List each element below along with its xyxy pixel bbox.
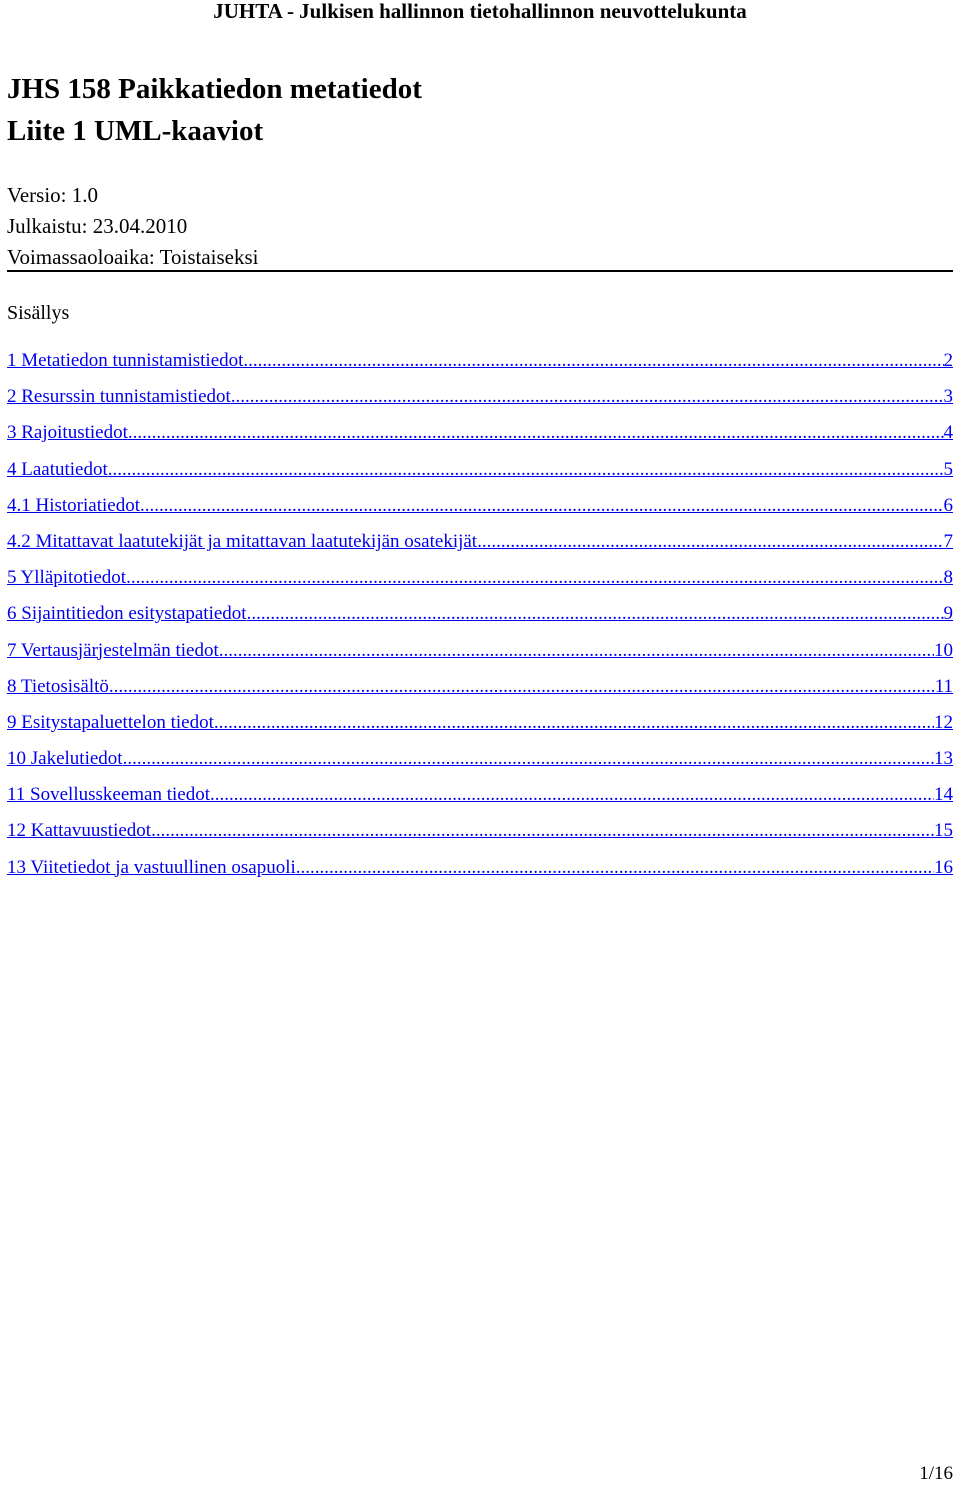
published-date-text: Julkaistu: 23.04.2010 [7, 214, 188, 238]
toc-item-page: 13 [934, 748, 953, 770]
toc-item-page: 10 [934, 639, 953, 661]
document-title-line-1: JHS 158 Paikkatiedon metatiedot [7, 73, 422, 105]
toc-item-label: 7 Vertausjärjestelmän tiedot [7, 639, 219, 661]
toc-item-label: 4.2 Mitattavat laatutekijät ja mitattavan laatutekijän osatekijät [7, 530, 478, 552]
toc-item-label: 12 Kattavuustiedot [7, 820, 152, 842]
toc-item-label: 13 Viitetiedot ja vastuullinen osapuoli [7, 856, 296, 878]
toc-item-4[interactable] [7, 458, 953, 494]
page-number: 1/16 [919, 1463, 953, 1484]
toc-leader-dots [108, 458, 944, 482]
toc-leader-dots [214, 711, 934, 735]
toc-item-label: 4 Laatutiedot [7, 458, 108, 480]
document-metadata [7, 180, 259, 273]
toc-item-label: 3 Rajoitustiedot [7, 422, 128, 444]
toc-item-3[interactable] [7, 421, 953, 457]
toc-leader-dots [128, 421, 944, 445]
toc-item-12[interactable] [7, 819, 953, 855]
toc-item-11[interactable] [7, 783, 953, 819]
toc-item-label: 2 Resurssin tunnistamistiedot [7, 386, 231, 408]
toc-item-page: 4 [943, 422, 953, 444]
toc-item-page: 6 [943, 494, 953, 516]
toc-item-label: 10 Jakelutiedot [7, 748, 123, 770]
toc-leader-dots [126, 566, 943, 590]
toc-item-13[interactable] [7, 856, 953, 892]
toc-item-6[interactable] [7, 602, 953, 638]
toc-item-page: 9 [943, 603, 953, 625]
toc-item-label: 4.1 Historiatiedot [7, 494, 140, 516]
toc-item-page: 16 [934, 856, 953, 878]
toc-item-page: 5 [943, 458, 953, 480]
toc-item-8[interactable] [7, 675, 953, 711]
toc-heading: Sisällys [7, 302, 70, 324]
toc-leader-dots [296, 856, 934, 880]
table-of-contents [7, 349, 953, 892]
toc-item-4-1[interactable] [7, 494, 953, 530]
toc-leader-dots [231, 385, 944, 409]
toc-item-1[interactable] [7, 349, 953, 385]
toc-item-page: 7 [943, 530, 953, 552]
toc-item-label: 9 Esitystapaluettelon tiedot [7, 711, 214, 733]
document-title [7, 68, 422, 152]
toc-item-5[interactable] [7, 566, 953, 602]
toc-item-9[interactable] [7, 711, 953, 747]
validity-text: Voimassaoloaika: Toistaiseksi [7, 245, 259, 269]
toc-leader-dots [477, 530, 943, 554]
toc-item-label: 6 Sijaintitiedon esitystapatiedot [7, 603, 247, 625]
toc-item-label: 5 Ylläpitotiedot [7, 567, 127, 589]
toc-leader-dots [140, 494, 944, 518]
toc-item-label: 1 Metatiedon tunnistamistiedot [7, 350, 244, 371]
toc-leader-dots [210, 783, 934, 807]
toc-item-page: 3 [943, 386, 953, 408]
toc-item-10[interactable] [7, 747, 953, 783]
horizontal-divider [7, 270, 953, 272]
toc-item-label: 11 Sovellusskeeman tiedot [7, 784, 210, 806]
toc-item-page: 8 [943, 567, 953, 589]
toc-item-2[interactable] [7, 385, 953, 421]
toc-leader-dots [151, 819, 934, 843]
document-title-line-2: Liite 1 UML-kaaviot [7, 115, 264, 147]
toc-leader-dots [243, 349, 943, 373]
toc-item-page: 11 [934, 675, 953, 697]
toc-leader-dots [109, 675, 935, 699]
version-text: Versio: 1.0 [7, 183, 98, 207]
organization-header: JUHTA - Julkisen hallinnon tietohallinnon neuvottelukunta [213, 0, 747, 22]
toc-item-page: 2 [943, 350, 953, 371]
toc-item-label: 8 Tietosisältö [7, 675, 109, 697]
toc-item-page: 15 [934, 820, 953, 842]
toc-leader-dots [219, 639, 934, 663]
toc-item-page: 14 [934, 784, 953, 806]
toc-leader-dots [247, 602, 944, 626]
toc-item-page: 12 [934, 711, 953, 733]
toc-item-7[interactable] [7, 639, 953, 675]
toc-leader-dots [123, 747, 934, 771]
toc-item-4-2[interactable] [7, 530, 953, 566]
